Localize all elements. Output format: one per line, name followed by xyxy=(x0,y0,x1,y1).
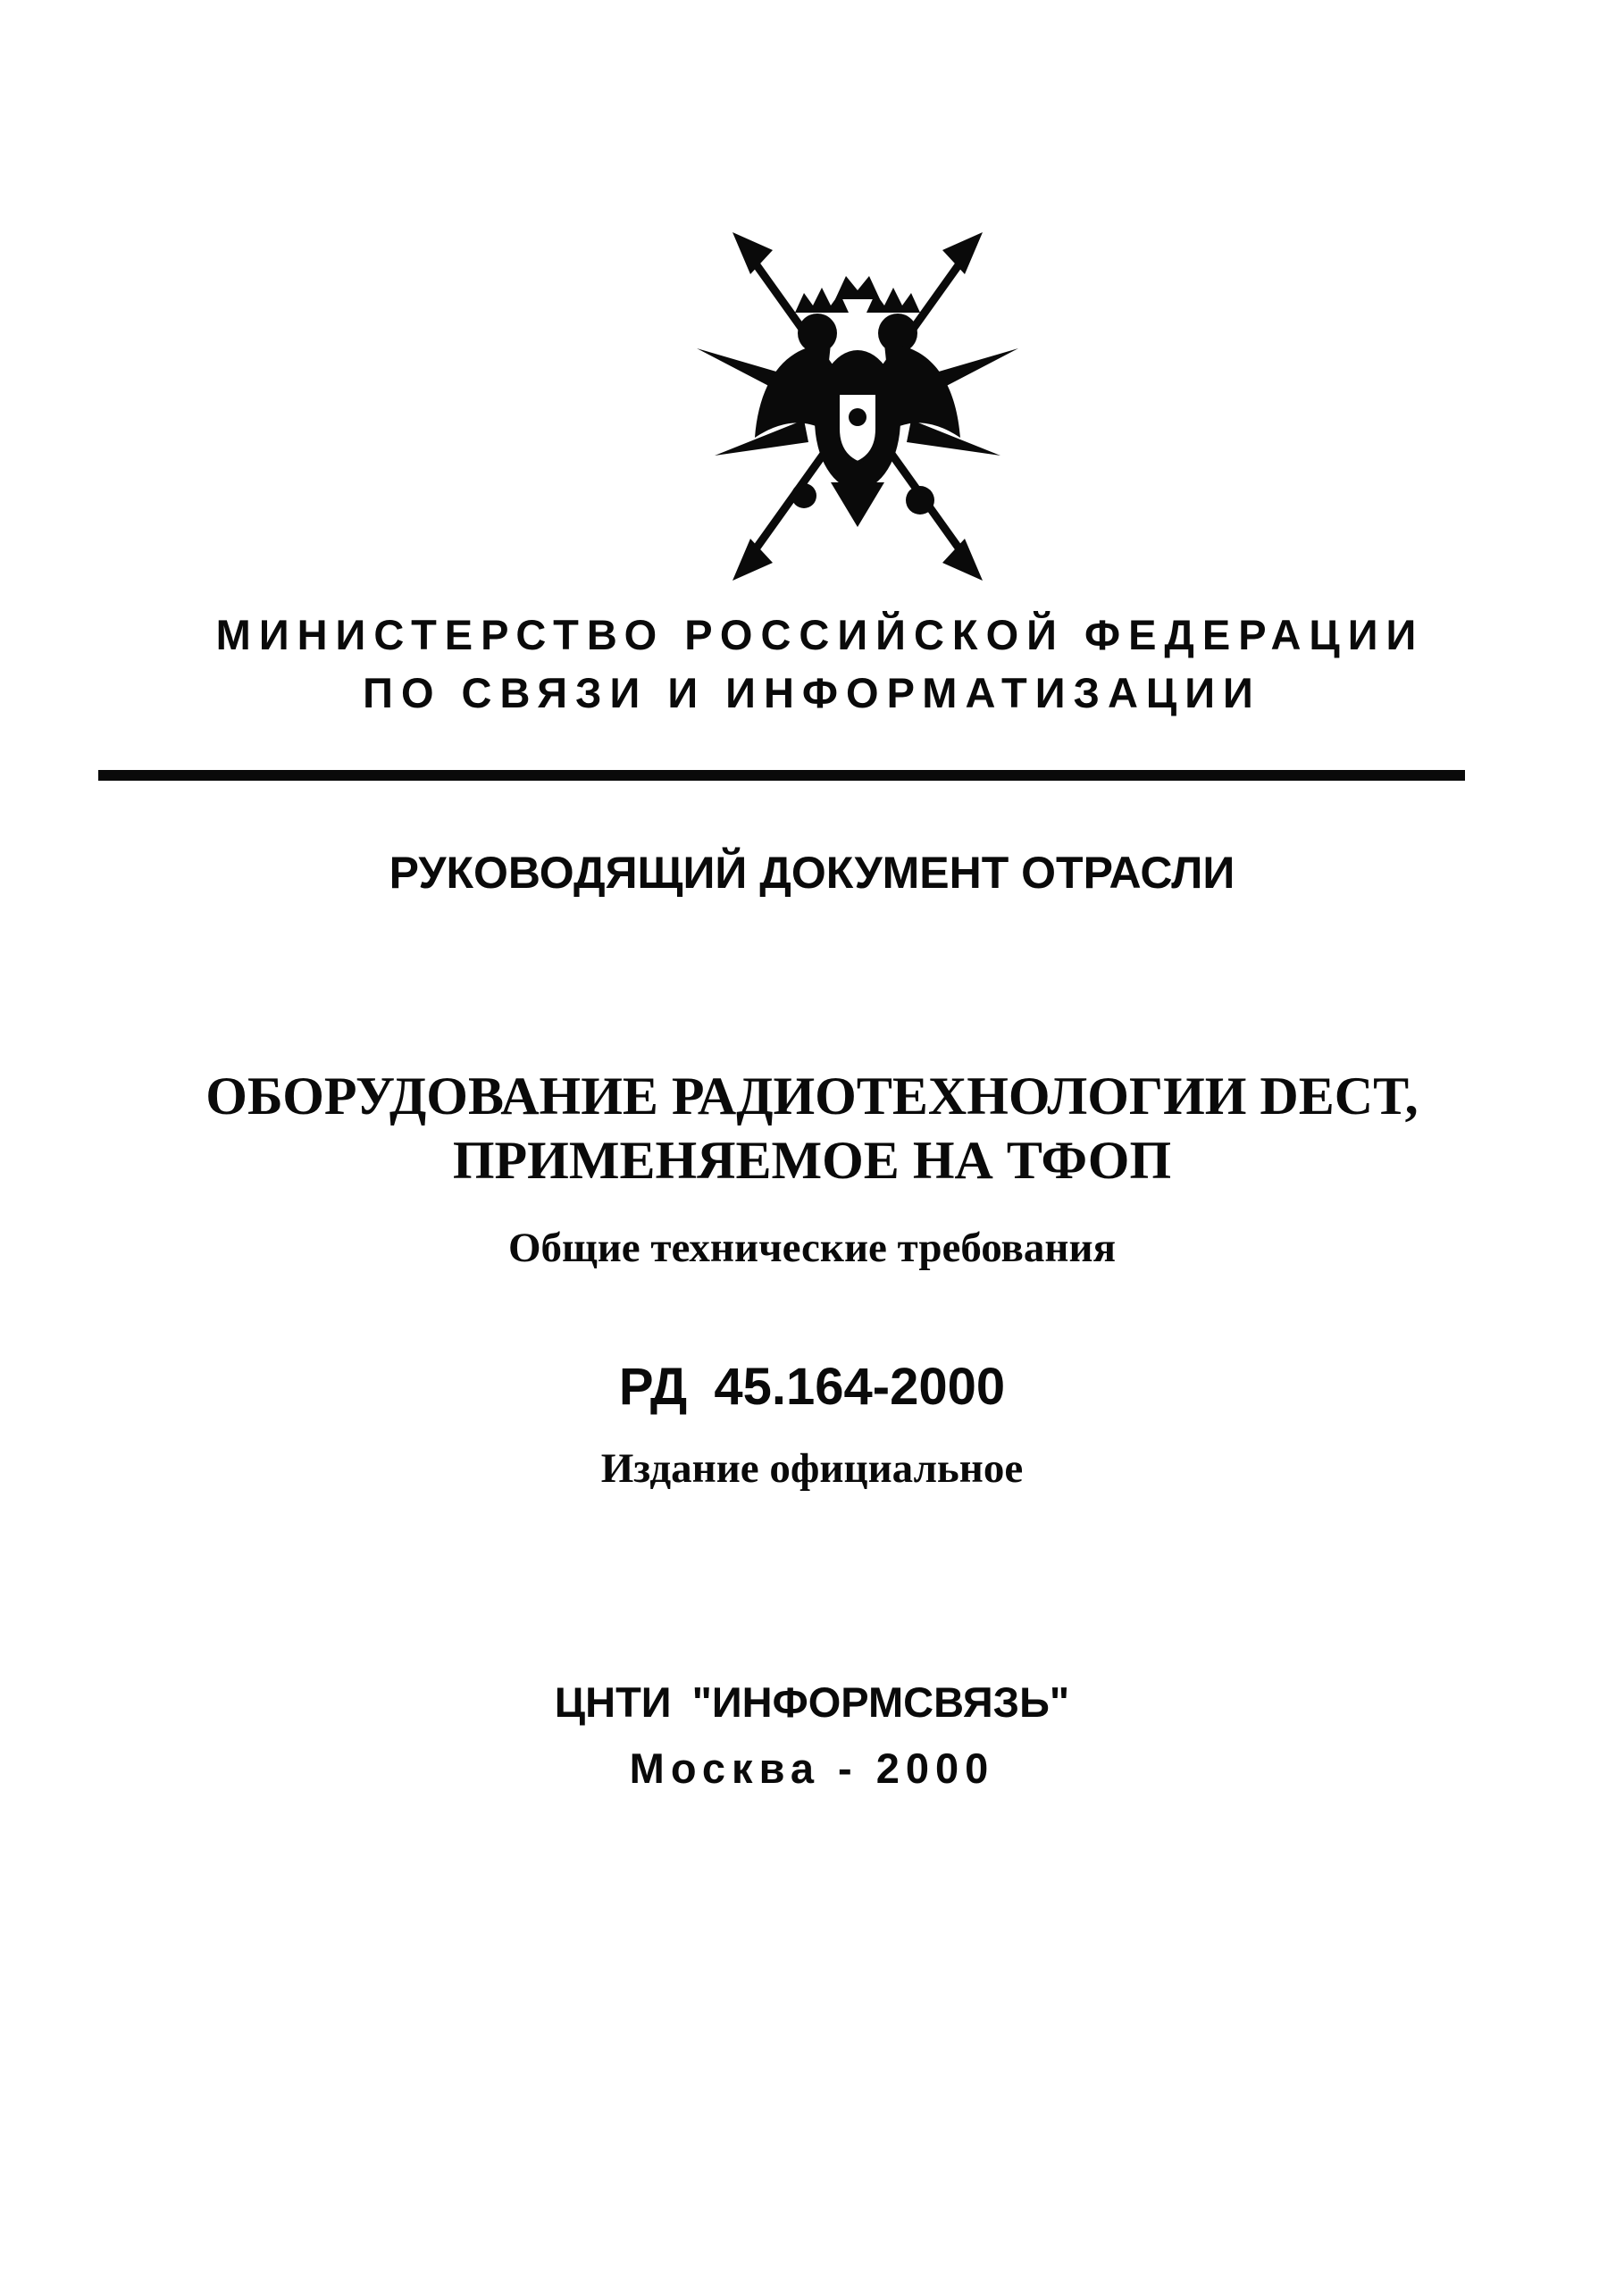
horizontal-divider xyxy=(98,770,1465,781)
document-number: РД 45.164-2000 xyxy=(618,1358,1006,1416)
publisher-name: ЦНТИ "ИНФОРМСВЯЗЬ" xyxy=(554,1678,1070,1726)
ministry-name-line-1: МИНИСТЕРСТВО РОССИЙСКОЙ ФЕДЕРАЦИИ xyxy=(215,611,1425,658)
ministry-emblem-icon xyxy=(697,228,1018,585)
publication-city-year: Москва - 2000 xyxy=(629,1745,995,1792)
document-title-line-2: ПРИМЕНЯЕМОЕ НА ТФОП xyxy=(452,1131,1172,1190)
document-title-line-1: ОБОРУДОВАНИЕ РАДИОТЕХНОЛОГИИ DECT, xyxy=(205,1067,1419,1125)
document-subtitle: Общие технические требования xyxy=(507,1225,1116,1271)
document-type: РУКОВОДЯЩИЙ ДОКУМЕНТ ОТРАСЛИ xyxy=(389,848,1235,898)
ministry-name-line-2: ПО СВЯЗИ И ИНФОРМАТИЗАЦИИ xyxy=(363,669,1261,716)
edition-label: Издание официальное xyxy=(600,1445,1024,1492)
